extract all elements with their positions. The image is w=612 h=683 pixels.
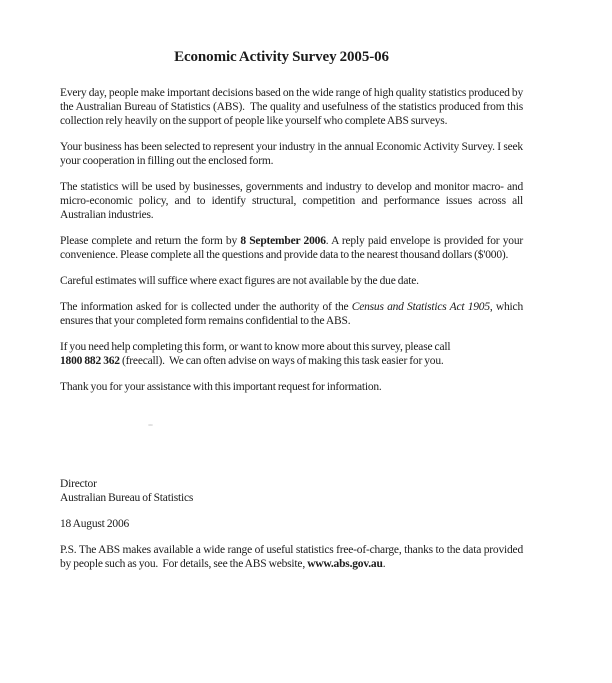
text-run: The information asked for is collected under the authority of the bbox=[60, 301, 352, 313]
text-run: . bbox=[382, 558, 386, 570]
paragraph-statistics-use bbox=[60, 180, 523, 222]
text-run: , which ensures that your completed form remains confidential to the ABS. bbox=[60, 301, 523, 327]
act-reference: Census and Statistics Act 1905 bbox=[351, 301, 490, 313]
due-date: 8 September 2006 bbox=[240, 235, 326, 247]
text-run: P.S. The ABS makes available a wide range of useful statistics free-of-charge, thanks to the data provided by people such as you. For details, see the ABS website, bbox=[60, 544, 523, 570]
paragraph-selection bbox=[60, 140, 523, 168]
paragraph-intro bbox=[60, 86, 523, 128]
text-run: If you need help completing this form, or want to know more about this survey, please call bbox=[60, 341, 451, 353]
letter-date: 18 August 2006 bbox=[60, 518, 130, 530]
text-run: Careful estimates will suffice where exact figures are not available by the due date. bbox=[60, 275, 419, 287]
signoff-role: Director bbox=[60, 478, 97, 490]
signature-space bbox=[60, 406, 523, 477]
text-run: . A reply paid envelope is provided for your convenience. Please complete all the questions and provide data to the nearest thousand dollars ($'000). bbox=[60, 235, 523, 261]
phone-number: 1800 882 362 bbox=[60, 355, 120, 367]
paragraph-thanks bbox=[60, 380, 523, 394]
postscript-paragraph bbox=[60, 543, 523, 571]
text-run: The statistics will be used by businesses, governments and industry to develop and monitor macro- and micro-economic policy, and to identify structural, competition and performance issues across all Australian industries. bbox=[60, 181, 523, 221]
signature-mark bbox=[148, 424, 153, 426]
letter-content bbox=[60, 49, 523, 583]
paragraph-estimates bbox=[60, 274, 523, 288]
signoff-organisation: Australian Bureau of Statistics bbox=[60, 492, 194, 504]
text-run: Thank you for your assistance with this important request for information. bbox=[60, 381, 382, 393]
text-run: Please complete and return the form by bbox=[60, 235, 241, 247]
paragraph-help bbox=[60, 340, 523, 368]
letter-title: Economic Activity Survey 2005-06 bbox=[174, 49, 389, 65]
paragraph-authority bbox=[60, 300, 523, 328]
signoff-block bbox=[60, 477, 523, 505]
paragraph-return-instructions bbox=[60, 234, 523, 262]
text-run: (freecall). We can often advise on ways of making this task easier for you. bbox=[119, 355, 444, 367]
website-url: www.abs.gov.au bbox=[307, 558, 383, 570]
text-run: Every day, people make important decisions based on the wide range of high quality statistics produced by the Australian Bureau of Statistics (ABS). The quality and usefulness of the statistics produced from this collection rely heavily on the support of people like yourself who complete ABS surveys. bbox=[60, 87, 523, 127]
text-run: Your business has been selected to represent your industry in the annual Economic Activity Survey. I seek your cooperation in filling out the enclosed form. bbox=[60, 141, 523, 167]
